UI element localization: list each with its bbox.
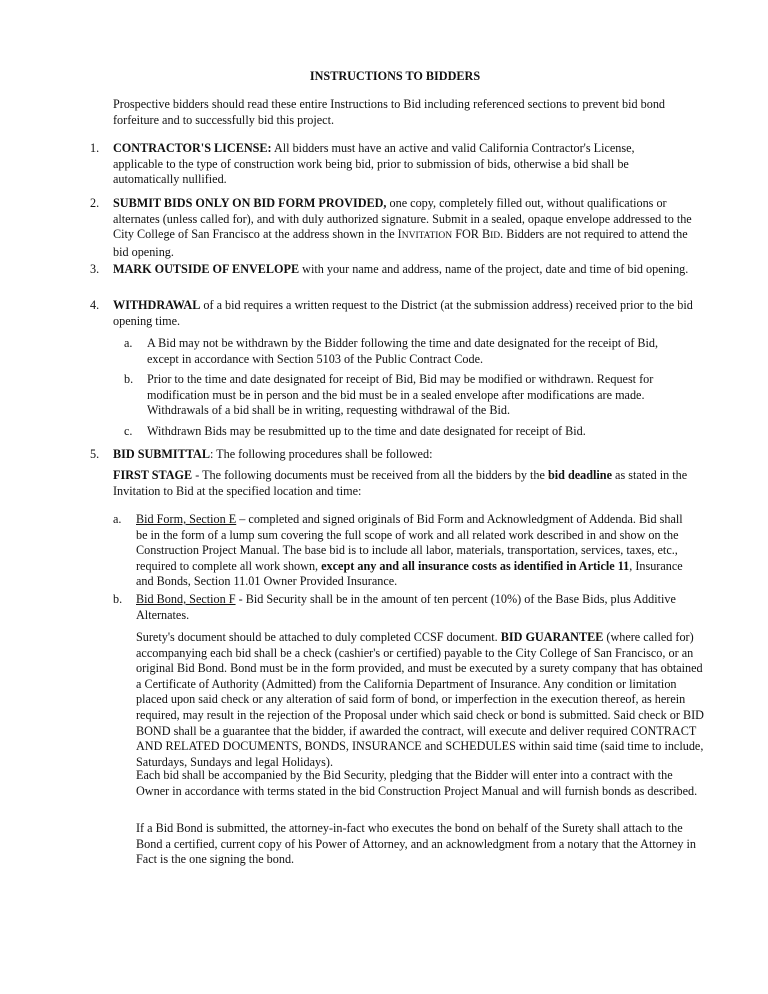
item-3-number: 3. <box>90 262 100 276</box>
bid-deadline-bold: bid deadline <box>547 468 612 482</box>
first-stage-text-a: - The following documents must be received from all the bidders by the <box>192 468 548 482</box>
withdrawal-a-text: A Bid may not be withdrawn by the Bidder following the time and date designated for the receipt of Bid, except in accordance with Section 5103 of the Public Contract Code. <box>147 336 659 366</box>
first-stage-heading: FIRST STAGE <box>113 468 193 482</box>
submittal-a-letter: a. <box>113 512 122 526</box>
item-1-text: All bidders must have an active and valid California Contractor's License, applicable to the type of construction work being bid, prior to submission of bids, otherwise a bid shall be automatically nullified. <box>113 141 635 187</box>
first-stage-text-c: as stated in the Invitation to Bid at the specified location and time: <box>113 468 688 498</box>
withdrawal-b-letter: b. <box>124 372 134 386</box>
submittal-a-paragraph <box>136 512 696 590</box>
invitation-smallcaps-rest: NVITATION <box>401 231 453 242</box>
item-5-number: 5. <box>90 447 100 461</box>
item-2-text-b: . Bidders are not required to attend the bid opening. <box>113 227 688 259</box>
item-2-heading: SUBMIT BIDS ONLY ON BID FORM PROVIDED, <box>113 196 387 210</box>
item-4-paragraph <box>113 298 703 329</box>
submittal-b-letter: b. <box>113 592 123 606</box>
item-2-number: 2. <box>90 196 100 210</box>
item-1-paragraph <box>113 141 658 188</box>
item-4-text: of a bid requires a written request to the District (at the submission address) received prior to the bid opening time. <box>113 298 693 328</box>
submittal-b-paragraph <box>136 592 706 623</box>
item-2-text-a: one copy, completely filled out, without qualifications or alternates (unless called for), and with duly authorized signature. Submit in a sealed, opaque envelope addressed to the City College of San Francisco at the address shown in the <box>113 196 692 242</box>
item-5-paragraph <box>113 447 703 463</box>
item-1-heading: CONTRACTOR'S LICENSE: <box>113 141 272 155</box>
attorney-paragraph: If a Bid Bond is submitted, the attorney-in-fact who executes the bond on behalf of the Surety shall attach to the Bond a certified, current copy of his Power of Attorney, and an acknowledgment from a notary that the Attorney in Fact is the one signing the bond. <box>136 821 697 867</box>
item-3-heading: MARK OUTSIDE OF ENVELOPE <box>113 262 300 276</box>
withdrawal-a-letter: a. <box>124 336 133 350</box>
page-title: INSTRUCTIONS TO BIDDERS <box>309 69 481 83</box>
surety-text-b: (where called for) accompanying each bid shall be a check (cashier's or certified) payable to the City College of San Francisco, or an original Bid Bond. Bond must be in the form provided, and must be executed by a surety company that has obtained a Certificate of Authority (Admitted) from the California Department of Insurance. Any condition or limitation placed upon said check or any alteration of said form of bond, or imperfection in the execution thereof, as herein required, may result in the rejection of the Proposal under which said check or bond is submitted. Said check or BID BOND shall be a guarantee that the bidder, if awarded the contract, will execute and deliver required CONTRACT AND RELATED DOCUMENTS, BONDS, INSURANCE and SCHEDULES within said time (said time to include, Saturdays, Sundays and legal Holidays). <box>136 630 704 769</box>
bid-guarantee-bold: BID GUARANTEE <box>500 630 604 644</box>
withdrawal-b-text: Prior to the time and date designated for receipt of Bid, Bid may be modified or withdrawn. Request for modification must be in person and the bid must be in a sealed envelope after modifications are made. Withdrawals of a bid shall be in writing, requesting withdrawal of the Bid. <box>147 372 654 418</box>
intro-paragraph: Prospective bidders should read these entire Instructions to Bid including referenced sections to prevent bid bond forfeiture and to successfully bid this project. <box>113 97 666 127</box>
invitation-for: FOR <box>452 227 482 242</box>
bid-form-link: Bid Form, Section E <box>136 512 237 526</box>
item-3-paragraph <box>113 262 693 278</box>
invitation-smallcaps-i: I <box>397 227 402 242</box>
withdrawal-c-letter: c. <box>124 424 133 438</box>
surety-text-a: Surety's document should be attached to duly completed CCSF document. <box>136 630 501 644</box>
item-4-number: 4. <box>90 298 100 312</box>
item-4-heading: WITHDRAWAL <box>113 298 201 312</box>
item-5-heading: BID SUBMITTAL <box>113 447 210 461</box>
item-2-paragraph <box>113 196 698 260</box>
submittal-a-text-a: – completed and signed originals of Bid Form and Acknowledgment of Addenda. Bid shall be in the form of a lump sum covering the full scope of work and all related work described in and show on the Construction Project Manual. The base bid is to include all labor, materials, transportation, services, taxes, etc., required to complete all work shown, <box>136 512 683 573</box>
surety-paragraph <box>136 630 706 770</box>
bid-bond-link: Bid Bond, Section F <box>136 592 236 606</box>
bid-security-paragraph: Each bid shall be accompanied by the Bid Security, pledging that the Bidder will enter into a contract with the Owner in accordance with terms stated in the bid Construction Project Manual and will furnish bonds as described. <box>136 768 698 798</box>
bid-smallcaps-b: B <box>481 227 491 242</box>
submittal-a-text-b: , Insurance and Bonds, Section 11.01 Owner Provided Insurance. <box>136 558 683 589</box>
submittal-b-text: - Bid Security shall be in the amount of ten percent (10%) of the Base Bids, plus Additive Alternates. <box>136 592 676 622</box>
first-stage-paragraph <box>113 468 703 499</box>
bid-smallcaps-rest: ID <box>490 231 501 242</box>
item-3-text: with your name and address, name of the project, date and time of bid opening. <box>299 262 689 276</box>
item-5-text: : The following procedures shall be followed: <box>209 447 433 461</box>
withdrawal-c-text: Withdrawn Bids may be resubmitted up to the time and date designated for receipt of Bid. <box>147 424 586 438</box>
insurance-exception-bold: except any and all insurance costs as identified in Article 11 <box>321 558 630 573</box>
item-1-number: 1. <box>90 141 100 155</box>
